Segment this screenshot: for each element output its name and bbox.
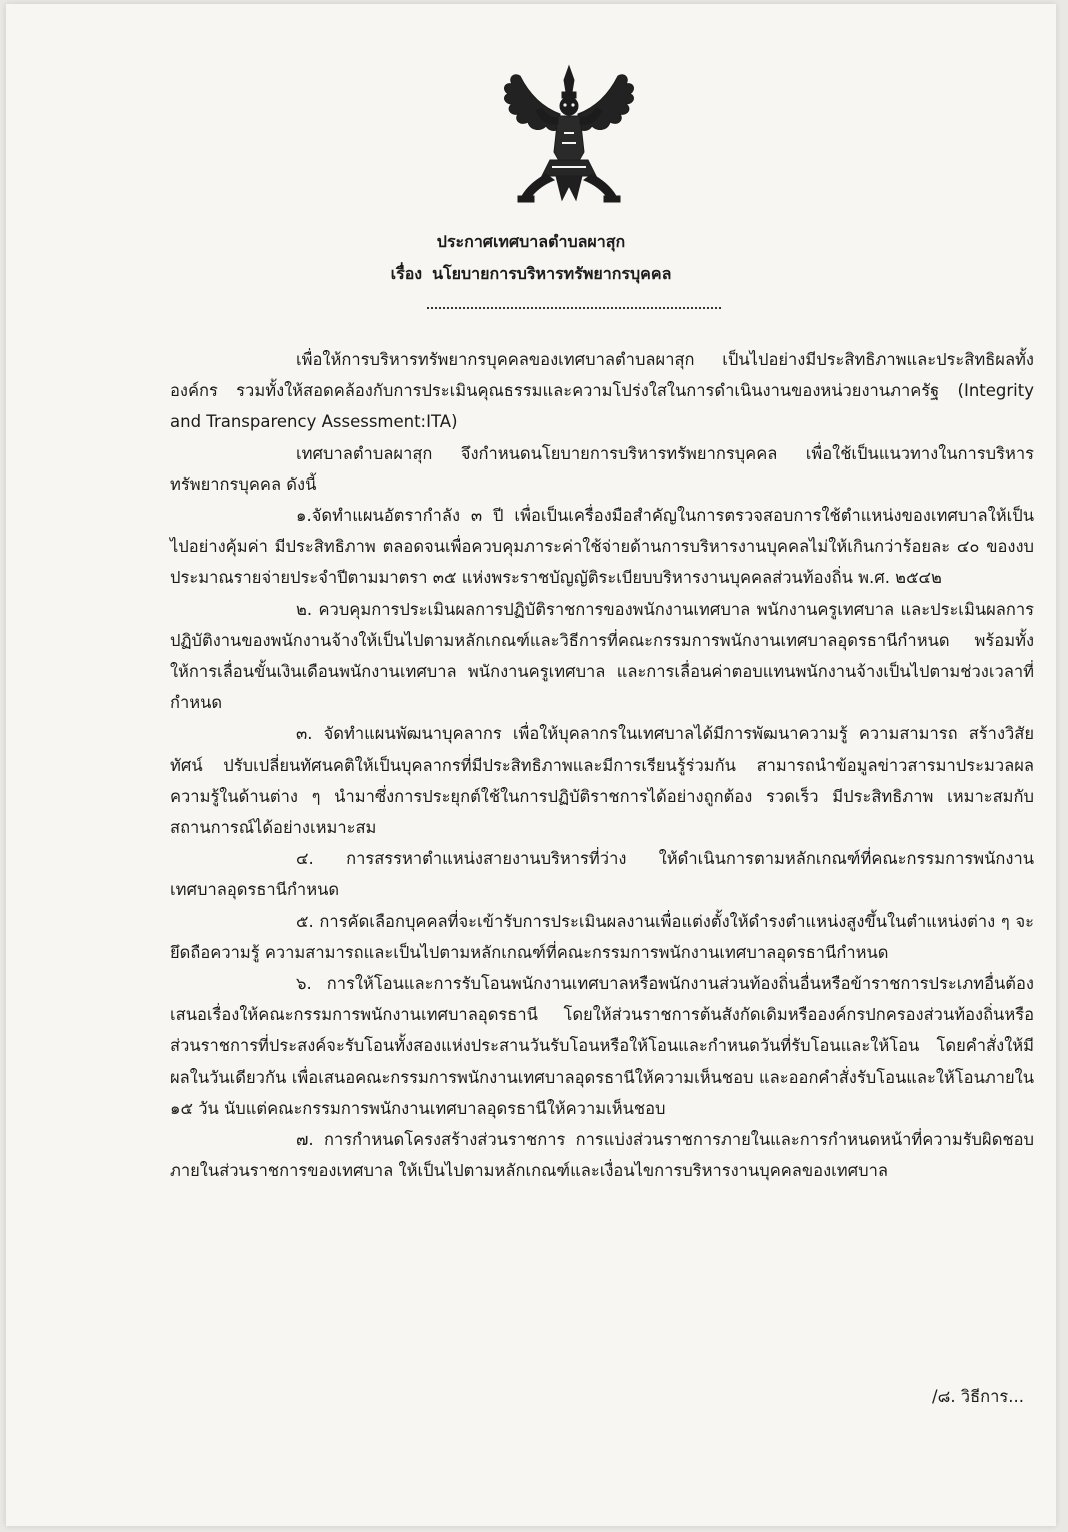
subject-text: นโยบายการบริหารทรัพยากรบุคคล <box>432 264 672 283</box>
continuation-marker: /๘. วิธีการ... <box>932 1387 1024 1406</box>
dotted-divider <box>427 307 721 309</box>
document-page <box>6 4 1056 1526</box>
body-text <box>170 344 1034 1186</box>
paragraph-item-6: ๖. การให้โอนและการรับโอนพนักงานเทศบาลหรือพนักงานส่วนท้องถิ่นอื่นหรือข้าราชการประเภทอื่นต้องเสนอเรื่องให้คณะกรรมการพนักงานเทศบาลอุดรธานี โดยให้ส่วนราชการต้นสังกัดเดิมหรือองค์กรปกครองส่วนท้องถิ่นหรือส่วนราชการที่ประสงค์จะรับโอนทั้งสองแห่งประสานวันรับโอนหรือให้โอนและกำหนดวันที่รับโอนและให้โอน โดยคำสั่งให้มีผลในวันเดียวกัน เพื่อเสนอคณะกรรมการพนักงานเทศบาลอุดรธานีให้ความเห็นชอบ และออกคำสั่งรับโอนและให้โอนภายใน ๑๕ วัน นับแต่คณะกรรมการพนักงานเทศบาลอุดรธานีให้ความเห็นชอบ <box>170 974 1034 1118</box>
paragraph-item-3: ๓. จัดทำแผนพัฒนาบุคลากร เพื่อให้บุคลากรในเทศบาลได้มีการพัฒนาความรู้ ความสามารถ สร้างวิสัยทัศน์ ปรับเปลี่ยนทัศนคติให้เป็นบุคลากรที่มีประสิทธิภาพและมีการเรียนรู้ร่วมกัน สามารถนำข้อมูลข่าวสารมาประมวลผลความรู้ในด้านต่าง ๆ นำมาซึ่งการประยุกต์ใช้ในการปฏิบัติราชการได้อย่างถูกต้อง รวดเร็ว มีประสิทธิภาพ เหมาะสมกับสถานการณ์ได้อย่างเหมาะสม <box>170 724 1034 838</box>
document-agency: ประกาศเทศบาลตำบลผาสุก <box>436 232 626 251</box>
paragraph-item-2: ๒. ควบคุมการประเมินผลการปฏิบัติราชการของพนักงานเทศบาล พนักงานครูเทศบาล และประเมินผลการปฏิบัติงานของพนักงานจ้างให้เป็นไปตามหลักเกณฑ์และวิธีการที่คณะกรรมการพนักงานเทศบาลอุดรธานีกำหนด พร้อมทั้งให้การเลื่อนขั้นเงินเดือนพนักงานเทศบาล พนักงานครูเทศบาล และการเลื่อนค่าตอบแทนพนักงานจ้างเป็นไปตามช่วงเวลาที่กำหนด <box>170 599 1034 713</box>
paragraph-item-7: ๗. การกำหนดโครงสร้างส่วนราชการ การแบ่งส่วนราชการภายในและการกำหนดหน้าที่ความรับผิดชอบภายในส่วนราชการของเทศบาล ให้เป็นไปตามหลักเกณฑ์และเงื่อนไขการบริหารงานบุคคลของเทศบาล <box>170 1130 1034 1181</box>
paragraph-item-1: ๑.จัดทำแผนอัตรากำลัง ๓ ปี เพื่อเป็นเครื่องมือสำคัญในการตรวจสอบการใช้ตำแหน่งของเทศบาลให้เป็นไปอย่างคุ้มค่า มีประสิทธิภาพ ตลอดจนเพื่อควบคุมภาระค่าใช้จ่ายด้านการบริหารงานบุคคลไม่ให้เกินกว่าร้อยละ ๔๐ ของงบประมาณรายจ่ายประจำปีตามมาตรา ๓๕ แห่งพระราชบัญญัติระเบียบบริหารงานบุคคลส่วนท้องถิ่น พ.ศ. ๒๕๔๒ <box>170 506 1034 588</box>
paragraph-intro: เพื่อให้การบริหารทรัพยากรบุคคลของเทศบาลตำบลผาสุก เป็นไปอย่างมีประสิทธิภาพและประสิทธิผลทั้งองค์กร รวมทั้งให้สอดคล้องกับการประเมินคุณธรรมและความโปร่งใสในการดำเนินงานของหน่วยงานภาครัฐ (Integrity and Transparency Assessment:ITA) <box>170 350 1034 432</box>
paragraph-item-5: ๕. การคัดเลือกบุคคลที่จะเข้ารับการประเมินผลงานเพื่อแต่งตั้งให้ดำรงตำแหน่งสูงขึ้นในตำแหน่งต่าง ๆ จะยึดถือความรู้ ความสามารถและเป็นไปตามหลักเกณฑ์ที่คณะกรรมการพนักงานเทศบาลอุดรธานีกำหนด <box>170 911 1034 962</box>
paragraph-item-4: ๔. การสรรหาตำแหน่งสายงานบริหารที่ว่าง ให้ดำเนินการตามหลักเกณฑ์ที่คณะกรรมการพนักงานเทศบาลอุดรธานีกำหนด <box>170 849 1034 900</box>
subject-label: เรื่อง <box>390 264 423 283</box>
document-subject-line <box>6 262 1056 287</box>
garuda-emblem-icon <box>500 62 638 204</box>
paragraph-policy-lead: เทศบาลตำบลผาสุก จึงกำหนดนโยบายการบริหารทรัพยากรบุคคล เพื่อใช้เป็นแนวทางในการบริหารทรัพยากรบุคคล ดังนี้ <box>170 443 1034 494</box>
